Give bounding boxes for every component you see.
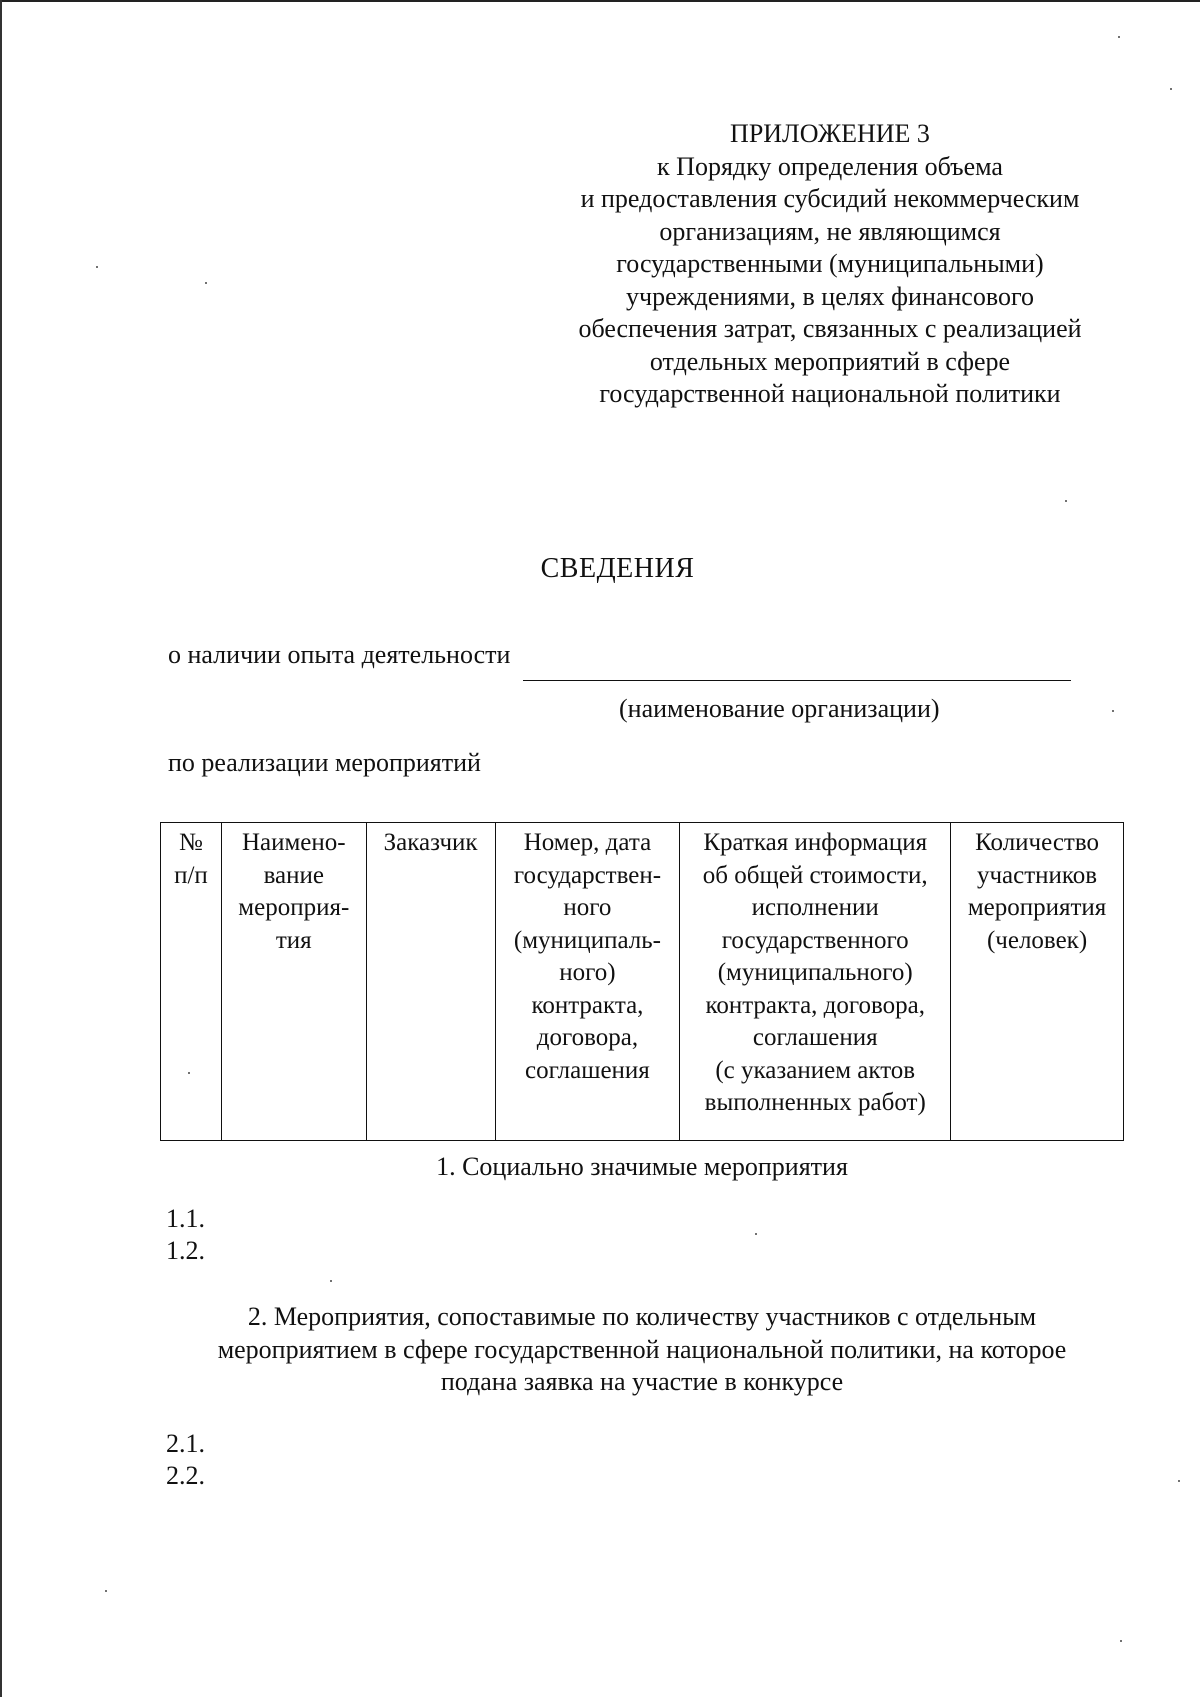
column-header-participants: Количество участников мероприятия (человек) [951, 823, 1124, 1141]
list-item: 1.2. [166, 1236, 205, 1265]
appendix-number: ПРИЛОЖЕНИЕ 3 [730, 119, 930, 148]
column-header-contract-info: Краткая информация об общей стоимости, исполнении государственного (муниципального) контракта, договора, соглашения (с указанием актов выполненных работ) [680, 823, 951, 1141]
experience-table [160, 822, 1124, 1141]
document-title: СВЕДЕНИЯ [540, 553, 695, 584]
column-header-event-name: Наимено- вание мероприя- тия [221, 823, 366, 1141]
list-item: 2.1. [166, 1429, 205, 1458]
appendix-line: отдельных мероприятий в сфере [649, 346, 1011, 376]
column-header-contract-number-date: Номер, дата государствен- ного (муниципаль- ного) контракта, договора, соглашения [495, 823, 680, 1141]
organization-name-field [523, 680, 1071, 681]
page-edge-left [0, 0, 2, 1697]
column-header-number: № п/п [161, 823, 222, 1141]
appendix-line: и предоставления субсидий некоммерческим [580, 184, 1080, 213]
appendix-line: государственной национальной политики [599, 379, 1061, 408]
appendix-line: государственными (муниципальными) [616, 249, 1044, 278]
column-header-customer: Заказчик [366, 823, 495, 1141]
section-1-title: 1. Социально значимые мероприятия [436, 1152, 848, 1181]
appendix-line: обеспечения затрат, связанных с реализацией [578, 314, 1082, 343]
list-item: 1.1. [166, 1204, 205, 1233]
events-line: по реализации мероприятий [168, 748, 481, 777]
organization-caption: (наименование организации) [619, 694, 940, 723]
appendix-heading [540, 118, 1120, 411]
appendix-line: организациям, не являющимся [659, 216, 1001, 246]
appendix-line: к Порядку определения объема [657, 151, 1003, 181]
table-header-row [161, 823, 1124, 1141]
list-item: 2.2. [166, 1461, 205, 1490]
appendix-line: учреждениями, в целях финансового [626, 281, 1034, 311]
section-2-title: 2. Мероприятия, сопоставимые по количеству участников с отдельным мероприятием в сфере государственной национальной политики, на которое подана заявка на участие в конкурсе [217, 1302, 1067, 1396]
page-edge-top [0, 0, 1200, 2]
intro-line: о наличии опыта деятельности [168, 640, 511, 669]
